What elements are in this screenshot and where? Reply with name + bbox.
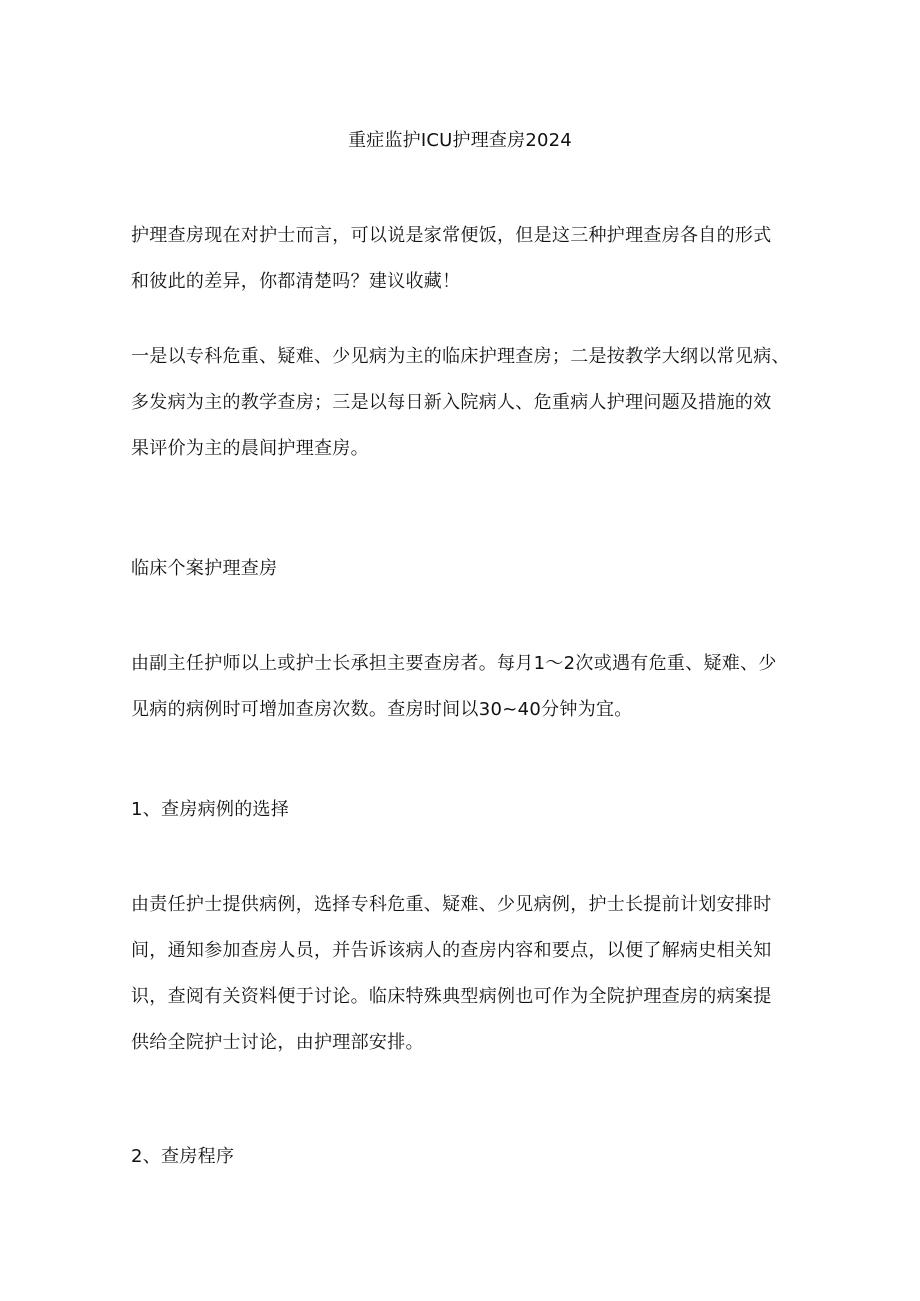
subheading-case-selection: [131, 787, 799, 833]
text-line: 识，查阅有关资料便于讨论。临床特殊典型病例也可作为全院护理查房的病案提: [131, 986, 772, 1007]
text-line: 间，通知参加查房人员，并告诉该病人的查房内容和要点，以便了解病史相关知: [131, 940, 772, 961]
text-line: 见病的病例时可增加查房次数。查房时间以30~40分钟为宜。: [131, 699, 633, 720]
intro-paragraph: [131, 213, 799, 305]
types-paragraph: [131, 334, 799, 472]
text-line: 临床个案护理查房: [131, 558, 278, 579]
text-line: 2、查房程序: [131, 1146, 235, 1167]
document-title: 重症监护ICU护理查房2024: [348, 130, 572, 151]
clinical-case-paragraph: [131, 641, 799, 733]
subheading-rounds-procedure: [131, 1134, 799, 1180]
text-line: 护理查房现在对护士而言，可以说是家常便饭，但是这三种护理查房各自的形式: [131, 225, 772, 246]
text-line: 1、查房病例的选择: [131, 799, 290, 820]
text-line: 一是以专科危重、疑难、少见病为主的临床护理查房；二是按教学大纲以常见病、: [131, 346, 790, 367]
text-line: 由副主任护师以上或护士长承担主要查房者。每月1〜2次或遇有危重、疑难、少: [131, 653, 777, 674]
text-line: 果评价为主的晨间护理查房。: [131, 438, 369, 459]
section-heading-clinical-case: [131, 546, 799, 592]
case-selection-paragraph: [131, 882, 799, 1066]
text-line: 由责任护士提供病例，选择专科危重、疑难、少见病例，护士长提前计划安排时: [131, 894, 772, 915]
text-line: 供给全院护士讨论，由护理部安排。: [131, 1032, 424, 1053]
text-line: 和彼此的差异，你都清楚吗？建议收藏！: [131, 271, 461, 292]
text-line: 多发病为主的教学查房；三是以每日新入院病人、危重病人护理问题及措施的效: [131, 392, 772, 413]
